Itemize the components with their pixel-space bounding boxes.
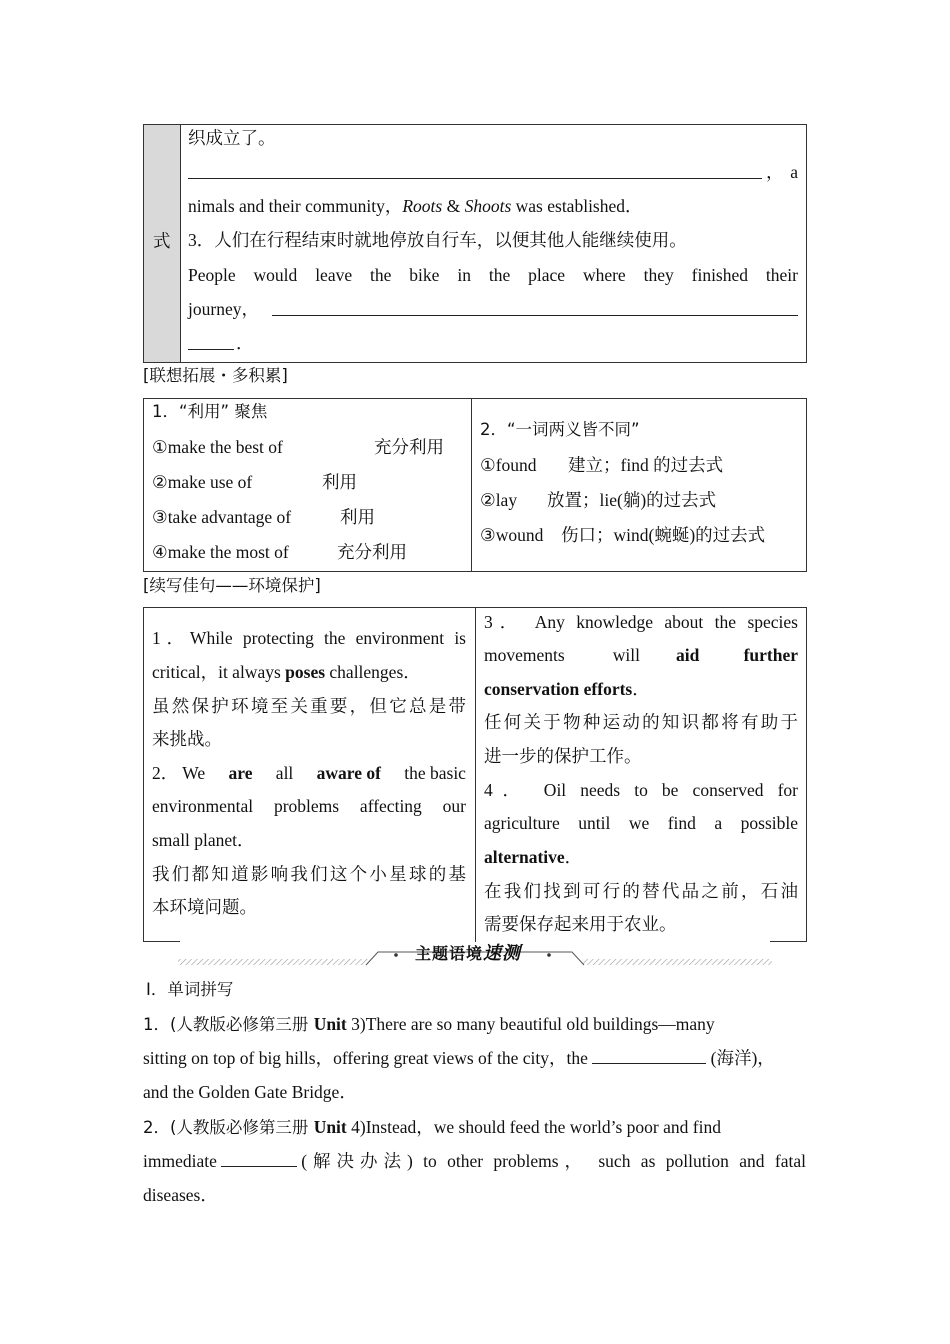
text-fragment: 3)There are so many beautiful old buildings—many — [346, 1014, 715, 1034]
sent1-en-line2 — [152, 662, 421, 682]
assoc-left-item-4-cn: 充分利用 — [337, 542, 407, 562]
banner-dot-left — [394, 953, 398, 957]
top-table-cn-tail: 织成立了。 — [188, 128, 276, 148]
text-fragment: (解决办法) to other problems， such as pollution and fatal — [301, 1151, 806, 1171]
sent-table-divider — [475, 607, 476, 942]
q1-line3: and the Golden Gate Bridge． — [143, 1082, 357, 1102]
sent3-cn-line1: 任何关于物种运动的知识都将有助于 — [484, 712, 798, 732]
text-fragment: & — [442, 196, 465, 216]
item3-en-end: ． — [236, 333, 254, 353]
text-fragment: 1．(人教版必修第三册 — [143, 1015, 314, 1034]
sent3-en-line2 — [484, 645, 798, 665]
assoc-divider — [471, 398, 472, 572]
assoc-right-item-2-en: ②lay — [480, 490, 518, 510]
bold-phrase: conservation efforts — [484, 679, 633, 699]
sent3-cn-line2: 进一步的保护工作。 — [484, 746, 642, 766]
assoc-right-item-3-cn: 伤口；wind(蜿蜒)的过去式 — [561, 525, 766, 545]
q2-line1 — [143, 1117, 721, 1138]
assoc-left-item-1-cn: 充分利用 — [374, 437, 444, 457]
banner-stripe-left — [178, 959, 368, 965]
answer-blank-2-cont[interactable] — [188, 349, 234, 350]
banner-title — [415, 944, 521, 964]
text-fragment: sitting on top of big hills，offering great views of the city，the — [143, 1048, 593, 1068]
bold-phrase: poses — [285, 662, 326, 682]
sent3-en-line1: 3． Any knowledge about the species — [484, 612, 798, 632]
assoc-left-item-1-en: ①make the best of — [152, 437, 283, 457]
text-fragment: (海洋)， — [706, 1048, 775, 1068]
sent2-en-line3: small planet． — [152, 830, 255, 850]
banner-title-a: 主题语境 — [415, 944, 484, 963]
answer-blank-q2[interactable] — [221, 1151, 297, 1167]
bold-phrase: alternative — [484, 847, 565, 867]
sent2-cn-line1: 我们都知道影响我们这个小星球的基 — [152, 864, 466, 884]
text-fragment: challenges． — [325, 662, 421, 682]
unit-label: Unit — [313, 1014, 347, 1034]
italic-shoots: Shoots — [464, 196, 512, 216]
text-fragment: nimals and their community， — [188, 196, 403, 216]
sent3-en-line3 — [484, 679, 650, 699]
sent1-cn-line2: 来挑战。 — [152, 729, 222, 749]
sent-table-left-edge — [143, 607, 144, 942]
text-fragment: ． — [564, 847, 583, 867]
text-fragment: movements will — [484, 645, 640, 665]
text-fragment: 2． We — [152, 763, 206, 783]
text-fragment: immediate — [143, 1151, 222, 1171]
text-fragment: the basic — [404, 763, 466, 783]
bold-phrase: aid further — [676, 645, 798, 665]
section-title-assoc: [联想拓展・多积累] — [143, 366, 288, 385]
text-fragment: was established． — [511, 196, 643, 216]
assoc-left-item-3-cn: 利用 — [340, 507, 375, 527]
banner-stripe-right — [582, 959, 772, 965]
q2-line2 — [143, 1151, 806, 1171]
item3-en-line2: journey， — [188, 299, 259, 319]
assoc-right-item-1-en: ①found — [480, 455, 537, 475]
sent4-en-line2: agriculture until we find a possible — [484, 813, 798, 833]
banner-title-b: 速测 — [483, 943, 522, 964]
assoc-left-item-2-en: ②make use of — [152, 472, 253, 492]
sent-table-bottom-right — [770, 941, 807, 942]
answer-blank-2[interactable] — [272, 315, 798, 316]
top-table-side-label: 式 — [153, 231, 171, 251]
assoc-right-item-1-cn: 建立；find 的过去式 — [568, 455, 724, 475]
text-fragment: critical，it always — [152, 662, 286, 682]
text-fragment: 4)Instead，we should feed the world’s poor and find — [346, 1117, 721, 1137]
bold-phrase: aware of — [316, 763, 381, 783]
item3-cn: 3．人们在行程结束时就地停放自行车，以便其他人能继续使用。 — [188, 230, 687, 250]
assoc-right-item-3-en: ③wound — [480, 525, 544, 545]
sent4-en-line1: 4． Oil needs to be conserved for — [484, 780, 798, 800]
answer-blank-q1[interactable] — [592, 1048, 706, 1064]
top-table-en-line2 — [188, 196, 643, 216]
sent4-cn-line2: 需要保存起来用于农业。 — [484, 914, 677, 934]
sent1-en-line1: 1．While protecting the environment is — [152, 628, 466, 648]
q2-line3: diseases． — [143, 1185, 218, 1205]
text-fragment: 2．(人教版必修第三册 — [143, 1118, 314, 1137]
assoc-left-item-4-en: ④make the most of — [152, 542, 289, 562]
sent4-en-line3 — [484, 847, 582, 867]
section-title-sentences: [续写佳句——环境保护] — [143, 576, 321, 595]
assoc-left-head: 1．“利用” 聚焦 — [152, 402, 268, 421]
sent-table-right-edge — [806, 607, 807, 942]
assoc-left-item-3-en: ③take advantage of — [152, 507, 292, 527]
sent2-cn-line2: 本环境问题。 — [152, 897, 257, 917]
text-fragment: all — [275, 763, 294, 783]
unit-label: Unit — [313, 1117, 347, 1137]
italic-roots: Roots — [402, 196, 443, 216]
text-fragment: ． — [632, 679, 650, 699]
sent2-en-line1 — [152, 763, 466, 783]
sent4-cn-line1: 在我们找到可行的替代品之前，石油 — [484, 881, 798, 901]
item3-en-line1: People would leave the bike in the place where they finished their — [188, 265, 798, 285]
q1-line2 — [143, 1048, 775, 1068]
sent1-cn-line1: 虽然保护环境至关重要，但它总是带 — [152, 696, 466, 716]
top-table-en-tail: ，a — [766, 162, 798, 182]
assoc-left-item-2-cn: 利用 — [322, 472, 357, 492]
bold-phrase: are — [228, 763, 253, 783]
assoc-right-head: 2．“一词两义皆不同” — [480, 420, 640, 439]
banner-dot-right — [547, 953, 551, 957]
exercise-title: Ⅰ．单词拼写 — [146, 980, 234, 999]
sent-table-bottom-left — [143, 941, 180, 942]
q1-line1 — [143, 1014, 715, 1035]
sent2-en-line2: environmental problems affecting our — [152, 796, 466, 816]
answer-blank-1[interactable] — [188, 178, 762, 179]
assoc-right-item-2-cn: 放置；lie(躺)的过去式 — [547, 490, 717, 510]
